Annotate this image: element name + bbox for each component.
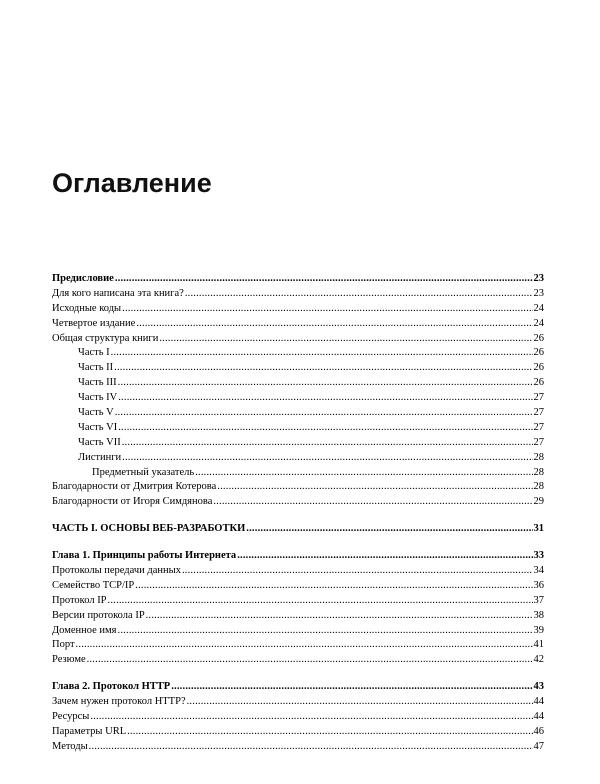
toc-entry[interactable]	[52, 564, 544, 579]
toc-entry-label: Версии протокола IP	[52, 609, 145, 621]
toc-entry[interactable]	[52, 495, 544, 510]
toc-entry[interactable]	[52, 272, 544, 287]
toc-leader-dots	[182, 564, 533, 579]
toc-entry-label: Для кого написана эта книга?	[52, 287, 184, 299]
toc-leader-dots	[114, 361, 532, 376]
toc-leader-dots	[217, 480, 532, 495]
toc-leader-dots	[237, 549, 532, 564]
toc-entry-label: Протокол IP	[52, 594, 107, 606]
toc-entry-page: 47	[533, 740, 544, 752]
toc-entry-page: 37	[533, 594, 544, 606]
toc-entry-label: Часть II	[78, 362, 114, 374]
toc-leader-dots	[118, 391, 532, 406]
toc-leader-dots	[108, 594, 533, 609]
toc-leader-dots	[146, 609, 533, 624]
toc-leader-dots	[171, 680, 532, 695]
toc-entry-label: Методы	[52, 740, 88, 752]
toc-entry[interactable]	[52, 638, 544, 653]
toc-entry[interactable]	[52, 466, 544, 481]
toc-leader-dots	[111, 346, 533, 361]
toc-entry-page: 27	[533, 392, 544, 404]
toc-leader-dots	[122, 302, 532, 317]
toc-entry-label: Параметры URL	[52, 725, 127, 737]
toc-entry-label: Предисловие	[52, 273, 114, 284]
toc-entry-page: 36	[533, 579, 544, 591]
toc-entry-page: 42	[533, 654, 544, 666]
toc-entry[interactable]	[52, 594, 544, 609]
toc-entry[interactable]	[52, 317, 544, 332]
toc-leader-dots	[87, 653, 533, 668]
toc-entry-page: 27	[533, 436, 544, 448]
toc-entry-page: 27	[533, 407, 544, 419]
toc-entry[interactable]	[52, 710, 544, 725]
toc-leader-dots	[127, 725, 532, 740]
toc-entry[interactable]	[52, 653, 544, 668]
toc-entry-page: 26	[533, 332, 544, 344]
toc-entry[interactable]	[52, 391, 544, 406]
toc-entry-label: Порт	[52, 639, 75, 651]
toc-entry[interactable]	[52, 680, 544, 695]
toc-entry-label: Четвертое издание	[52, 317, 136, 329]
toc-section-chapter2	[52, 680, 544, 754]
toc-leader-dots	[159, 332, 532, 347]
toc-leader-dots	[122, 436, 533, 451]
toc-entry-label: Благодарности от Дмитрия Котерова	[52, 481, 217, 493]
toc-entry[interactable]	[52, 695, 544, 710]
toc-entry[interactable]	[52, 302, 544, 317]
toc-leader-dots	[118, 376, 533, 391]
toc-entry[interactable]	[52, 624, 544, 639]
toc-entry-page: 31	[533, 523, 544, 535]
toc-section-preface	[52, 272, 544, 510]
table-of-contents	[52, 272, 544, 755]
toc-entry[interactable]	[52, 436, 544, 451]
toc-entry-page: 44	[533, 711, 544, 723]
toc-entry[interactable]	[52, 406, 544, 421]
toc-section-part1	[52, 522, 544, 537]
toc-entry-label: Исходные коды	[52, 302, 122, 314]
toc-entry[interactable]	[52, 451, 544, 466]
toc-entry[interactable]	[52, 609, 544, 624]
toc-entry-page: 24	[533, 302, 544, 314]
toc-entry-page: 33	[533, 550, 544, 562]
toc-entry-page: 44	[533, 696, 544, 708]
toc-leader-dots	[246, 522, 532, 537]
section-gap	[52, 510, 544, 522]
toc-entry-label: Семейство TCP/IP	[52, 579, 135, 591]
toc-entry-label: Часть VI	[78, 421, 118, 433]
toc-entry-label: Часть V	[78, 407, 114, 419]
toc-entry-label: Часть III	[78, 377, 117, 389]
toc-entry[interactable]	[52, 287, 544, 302]
toc-leader-dots	[115, 406, 533, 421]
toc-entry[interactable]	[52, 376, 544, 391]
toc-entry-page: 28	[533, 481, 544, 493]
toc-entry-page: 27	[533, 421, 544, 433]
toc-entry[interactable]	[52, 332, 544, 347]
toc-leader-dots	[118, 421, 532, 436]
toc-entry-page: 24	[533, 317, 544, 329]
toc-entry-label: Листинги	[78, 451, 122, 463]
toc-entry[interactable]	[52, 421, 544, 436]
toc-entry-page: 39	[533, 624, 544, 636]
toc-entry-page: 28	[533, 451, 544, 463]
toc-entry-page: 23	[533, 287, 544, 299]
page-title: Оглавление	[52, 168, 212, 198]
toc-entry-page: 26	[533, 362, 544, 374]
section-gap	[52, 668, 544, 680]
toc-entry-page: 23	[533, 273, 544, 284]
toc-entry-label: ЧАСТЬ I. ОСНОВЫ ВЕБ-РАЗРАБОТКИ	[52, 523, 246, 535]
toc-leader-dots	[122, 451, 532, 466]
toc-entry[interactable]	[52, 740, 544, 755]
toc-entry-label: Часть I	[78, 347, 110, 359]
toc-section-chapter1	[52, 549, 544, 668]
toc-entry[interactable]	[52, 549, 544, 564]
toc-entry[interactable]	[52, 361, 544, 376]
toc-leader-dots	[185, 287, 533, 302]
toc-entry-label: Доменное имя	[52, 624, 117, 636]
toc-entry-label: Глава 2. Протокол HTTP	[52, 681, 171, 693]
toc-entry-page: 46	[533, 725, 544, 737]
toc-leader-dots	[89, 740, 533, 755]
toc-entry-label: Предметный указатель	[92, 466, 195, 478]
toc-entry-page: 28	[533, 466, 544, 478]
toc-entry-label: Зачем нужен протокол HTTP?	[52, 696, 186, 708]
toc-leader-dots	[213, 495, 532, 510]
toc-leader-dots	[136, 317, 532, 332]
toc-entry-label: Общая структура книги	[52, 332, 159, 344]
toc-entry[interactable]	[52, 346, 544, 361]
toc-leader-dots	[195, 466, 532, 481]
toc-entry[interactable]	[52, 480, 544, 495]
toc-leader-dots	[115, 272, 533, 287]
toc-entry-label: Резюме	[52, 654, 86, 666]
toc-entry-page: 26	[533, 377, 544, 389]
toc-leader-dots	[118, 624, 533, 639]
toc-leader-dots	[135, 579, 532, 594]
toc-entry[interactable]	[52, 522, 544, 537]
toc-leader-dots	[187, 695, 533, 710]
toc-entry-page: 38	[533, 609, 544, 621]
toc-entry-label: Часть IV	[78, 392, 118, 404]
toc-entry-label: Часть VII	[78, 436, 121, 448]
toc-entry-label: Благодарности от Игоря Симдянова	[52, 496, 213, 508]
toc-entry-page: 29	[533, 496, 544, 508]
toc-entry-page: 41	[533, 639, 544, 651]
toc-entry[interactable]	[52, 579, 544, 594]
toc-entry-page: 34	[533, 565, 544, 577]
toc-leader-dots	[90, 710, 532, 725]
toc-entry-label: Ресурсы	[52, 711, 90, 723]
toc-entry-page: 43	[533, 681, 544, 693]
toc-entry-label: Глава 1. Принципы работы Интернета	[52, 550, 237, 562]
toc-entry[interactable]	[52, 725, 544, 740]
toc-entry-label: Протоколы передачи данных	[52, 565, 181, 577]
toc-leader-dots	[76, 638, 533, 653]
section-gap	[52, 537, 544, 549]
toc-entry-page: 26	[533, 347, 544, 359]
